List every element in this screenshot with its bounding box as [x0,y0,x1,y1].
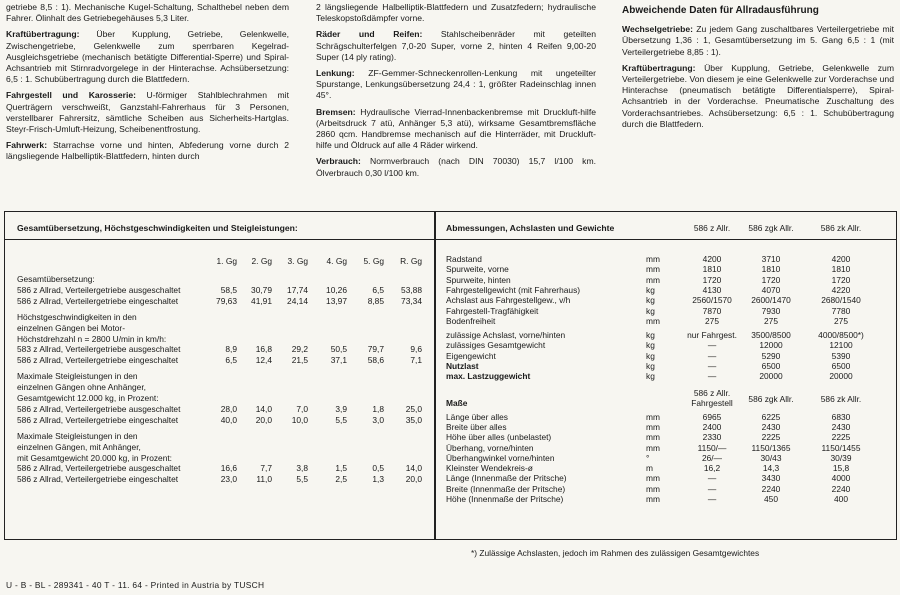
mass-value: 14,3 [762,463,780,474]
table-cell: 6,5 [225,355,237,366]
spec-paragraph-text: Starrachse vorne und hinten, Abfederung vorne durch 2 längsliegende Halbelliptik-Blattfedern, hinten durch [6,140,289,162]
dimension-value: 2680/1540 [821,295,861,306]
dimension-label: Nutzlast [446,361,479,371]
mass-value: 15,8 [832,463,850,474]
table-cell: 3,0 [372,414,384,425]
mass-value: 2225 [761,432,781,443]
spec-paragraph-label: Lenkung: [316,68,355,79]
spec-paragraph [316,107,596,152]
mass-value: 450 [764,494,778,504]
table-row-label: 586 z Allrad, Verteilergetriebe eingeschaltet [17,414,179,425]
table-row-label: 586 z Allrad, Verteilergetriebe eingeschaltet [17,295,179,306]
model-header: 586 zgk Allr. [748,223,794,233]
table-cell: 16,8 [255,344,272,355]
table-cell: 3,9 [335,403,347,414]
dimension-value: 275 [834,315,848,326]
table-cell: 9,6 [410,344,422,355]
mass-label: Länge (Innenmaße der Pritsche) [446,473,567,484]
text-column-1 [6,2,289,168]
table-cell: 1,5 [335,463,347,474]
table-cell: 7,1 [410,355,422,366]
table-cell: 79,7 [367,344,384,355]
dimension-value: 4000/8500*) [818,330,864,341]
mass-value: 1150/1365 [751,442,791,453]
dimension-value: 1720 [702,274,722,285]
dimension-value: 2560/1570 [692,295,732,306]
mass-value: — [707,473,717,484]
mass-label: Länge über alles [446,411,508,422]
table-row-label: 586 z Allrad, Verteilergetriebe ausgeschaltet [17,463,181,474]
spec-paragraph-label: Fahrgestell und Karosserie: [6,90,136,101]
mass-value: 2430 [831,421,851,432]
spec-paragraph-label: Kraftübertragung: [622,62,696,73]
table-cell: 58,5 [220,284,237,295]
mass-value: 26/— [701,452,723,463]
table-cell: 2,5 [335,474,347,485]
table-cell: 5,5 [335,414,347,425]
mass-value: 6830 [831,411,851,422]
mass-value: 6965 [702,411,722,422]
mass-label: Kleinster Wendekreis-ø [446,463,533,474]
dimension-value: 3710 [761,254,781,264]
dimension-value: 12100 [829,340,853,351]
dimension-value: 7930 [761,305,781,316]
dimension-value: 7780 [831,305,851,316]
dimension-label: Fahrgestell-Tragfähigkeit [446,305,539,316]
spec-paragraph-text: Über Kupplung, Getriebe, Gelenkwelle zum Verteilergetriebe. Von diesem je eine Gelenkwelle zur Vorderachse und Hinterachse (pneumatisch betätigte Differentialsperre), Spiral-Achsantrieb in der Vorderachse. Pneumatische Zuschaltung des Vorderachsantriebes. Achsübersetzung: 6,5 : 1. Schubübertragung durch die Blattfedern. [622,62,894,129]
table-row-label: 586 z Allrad, Verteilergetriebe ausgeschaltet [17,403,181,414]
table-cell: 12,4 [255,355,272,366]
table-row-label: Höchstdrehzahl n = 2800 U/min in km/h: [17,333,167,344]
mass-label: Breite über alles [446,421,507,432]
table-cell: 7,0 [296,403,308,414]
spec-paragraph [622,24,894,58]
model-header: 586 zk Allr. [820,223,862,233]
dimension-value: 6500 [831,361,851,371]
dimension-value: 275 [764,315,778,326]
table-cell: 20,0 [405,474,422,485]
spec-table-box [4,211,897,540]
table-row-label: einzelnen Gängen, mit Anhänger, [17,441,141,452]
table-cell: 73,34 [401,295,422,306]
table-cell: 35,0 [405,414,422,425]
dimension-label: Achslast aus Fahrgestellgew., v/h [446,295,571,306]
table-cell: 5,5 [296,474,308,485]
spec-paragraph-text: U-förmiger Stahlblechrahmen mit Querträgern verschweißt, Ganzstahl-Fahrerhaus für 3 Personen, verstellbarer Fahrersitz, sämtliche Scheiben aus Sicherheits-Hartglas. Steyr-Frisch-Umluft-Heizung, Scheibenentfrostung. [6,90,289,135]
spec-paragraph [316,29,596,63]
table-cell: 17,74 [287,284,308,295]
spec-paragraph [622,63,894,130]
table-cell: 25,0 [405,403,422,414]
mass-value: 2225 [831,432,851,443]
table-row-label: einzelnen Gängen bei Motor- [17,322,126,333]
gear-header: 3. Gg [287,256,308,266]
table-row-label: mit Gesamtgewicht 20.000 kg, in Prozent: [17,452,173,463]
mass-value: 30/43 [760,452,782,463]
table-cell: 79,63 [216,295,237,306]
table-cell: 50,5 [330,344,347,355]
table-cell: 11,0 [256,474,272,485]
dimension-unit: kg [646,295,655,306]
table-header-divider [5,239,896,240]
table-cell: 7,7 [260,463,272,474]
table-cell: 0,5 [372,463,384,474]
dimension-value: 5290 [761,350,781,361]
table-row-label: 586 z Allrad, Verteilergetriebe eingeschaltet [17,355,179,366]
mass-label: Höhe über alles (unbelastet) [446,432,552,443]
dimension-unit: kg [646,305,655,316]
text-column-3 [622,2,894,135]
spec-paragraph-label: Fahrwerk: [6,140,48,151]
mass-value: 16,2 [703,463,721,474]
mass-value: 400 [834,494,848,504]
dimension-value: 1810 [761,264,781,275]
mass-value: 30/39 [830,452,852,463]
dimension-label: Spurweite, hinten [446,274,511,285]
text-column-2 [316,2,596,184]
mass-unit: mm [646,494,660,504]
table-cell: 29,2 [291,344,308,355]
dimension-value: 1720 [831,274,851,285]
spec-paragraph-text: ZF-Gemmer-Schneckenrollen-Lenkung mit ungeteilter Spurstange, Lenkungsübersetzung 24,4 : 1, größter Radeinschlag innen 45°. [316,68,596,101]
dimension-unit: mm [646,274,660,285]
gear-header: 1. Gg [216,256,237,266]
mass-model-header: 586 zk Allr. [820,393,862,404]
spec-paragraph-text: Hydraulische Vierrad-Innenbackenbremse mit Druckluft-hilfe (Arbeitsdruck 7 atü, Anhänger 5,3 atü), wirksame Gesamtbremsfläche 2860 qcm. Handbremse mechanisch auf die Hinterräder, mit Druckluft-hilfe und Öldruck auf alle 4 Räder wirkend. [316,106,596,151]
gear-header: 2. Gg [251,256,272,266]
dimension-unit: kg [646,361,655,371]
dimension-unit: mm [646,315,660,326]
dimension-value: 1720 [761,274,781,285]
dimension-unit: kg [646,371,655,382]
dimension-value: 275 [705,315,719,326]
dimension-value: — [707,340,717,351]
dimension-label: Eigengewicht [446,350,496,361]
table-row-label: Gesamtgewicht 12.000 kg, in Prozent: [17,393,159,403]
dimension-unit: mm [646,264,660,275]
dimension-unit: kg [646,340,655,351]
dimension-value: 6500 [761,361,781,371]
spec-paragraph [6,90,289,135]
spec-paragraph-text: Zu jedem Gang zuschaltbares Verteilergetriebe mit Übersetzung 1,36 : 1, Gesamtübersetzung im 5. Gang 6,5 : 1 (mit Verteilergetriebe 8,85 : 1). [622,24,894,57]
model-header: 586 z Allr. [693,223,731,233]
spec-paragraph [6,2,289,24]
table-vertical-divider [434,212,436,539]
table-cell: 21,5 [291,355,308,366]
table-cell: 1,8 [372,403,384,414]
mass-section-title: Maße [446,397,468,408]
mass-value: 1150/— [697,442,727,453]
mass-value: 2400 [702,421,722,432]
spec-paragraph-text: 2 längsliegende Halbelliptik-Blattfedern und Zusatzfedern; hydraulische Teleskopstoßdämpfer vorne. [316,2,596,24]
dimension-value: 3500/8500 [751,330,791,341]
dimension-value: — [707,371,717,382]
gear-header: R. Gg [400,256,422,266]
dimension-label: Fahrgestellgewicht (mit Fahrerhaus) [446,284,581,295]
mass-model-header: 586 zgk Allr. [748,393,794,404]
dimension-unit: mm [646,254,660,264]
table-cell: 14,0 [255,403,272,414]
table-row-label: Gesamtübersetzung: [17,274,95,284]
mass-value: 2430 [761,421,781,432]
right-table-title: Abmessungen, Achslasten und Gewichte [446,223,615,233]
dimension-value: — [707,350,717,361]
dimension-value: 4200 [702,254,722,264]
table-row-label: Maximale Steigleistungen in den [17,371,138,382]
dimension-value: 4220 [831,284,851,295]
gear-header: 5. Gg [363,256,384,266]
spec-paragraph-text: Normverbrauch (nach DIN 70030) 15,7 l/100 km. Ölverbrauch 0,30 l/100 km. [316,156,596,178]
dimension-value: — [707,361,717,371]
spec-paragraph-text: getriebe 8,5 : 1). Mechanische Kugel-Schaltung, Schalthebel neben dem Fahrer. Ölinhalt des Getriebegehäuses 5,3 Liter. [6,2,289,24]
table-row-label: 586 z Allrad, Verteilergetriebe ausgeschaltet [17,284,181,295]
spec-paragraph [6,29,289,85]
table-row-label: Maximale Steigleistungen in den [17,430,138,441]
mass-label: Überhangwinkel vorne/hinten [446,452,555,463]
mass-unit: mm [646,483,660,494]
dimension-value: 4070 [761,284,781,295]
table-cell: 10,26 [326,284,347,295]
table-cell: 20,0 [255,414,272,425]
gear-header: 4. Gg [326,256,347,266]
table-cell: 14,0 [405,463,422,474]
table-cell: 23,0 [220,474,237,485]
spec-paragraph [316,156,596,178]
dimension-label: Radstand [446,254,482,264]
mass-value: 4000 [831,473,851,484]
footnote: *) Zulässige Achslasten, jedoch im Rahmen des zulässigen Gesamtgewichtes [471,548,760,558]
table-row-label: 586 z Allrad, Verteilergetriebe eingeschaltet [17,474,179,485]
mass-label: Überhang, vorne/hinten [446,442,534,453]
dimension-label: max. Lastzuggewicht [446,371,531,382]
dimension-unit: kg [646,284,655,295]
table-cell: 3,8 [296,463,308,474]
table-cell: 16,6 [220,463,237,474]
mass-unit: mm [646,442,660,453]
spec-paragraph-label: Verbrauch: [316,156,361,167]
table-cell: 41,91 [251,295,272,306]
mass-unit: mm [646,432,660,443]
mass-model-header: 586 z Allr. [693,387,731,398]
spec-paragraph-text: Über Kupplung, Getriebe, Gelenkwelle, Zwischengetriebe, Gelenkwelle zum sperrbaren Kegelrad-Ausgleichsgetriebe (mechanisch betätigte Differential-Sperre) und Spiral-Achsantrieb mit Stirnradvorgelege in der Hinterachse. Achsübersetzung: 6,5 : 1. Schubübertragung durch die Blattfedern. [6,29,289,85]
table-cell: 8,85 [367,295,384,306]
dimension-label: Bodenfreiheit [446,315,496,326]
spec-paragraph [316,2,596,24]
mass-value: 2240 [761,483,781,494]
mass-value: — [707,483,717,494]
dimension-unit: kg [646,330,655,341]
table-cell: 1,3 [372,474,384,485]
mass-label: Breite (Innenmaße der Pritsche) [446,483,566,494]
table-cell: 6,5 [372,284,384,295]
dimension-label: zulässiges Gesamtgewicht [446,340,546,351]
mass-value: 2240 [831,483,851,494]
dimension-value: nur Fahrgest. [687,330,737,341]
table-cell: 40,0 [220,414,237,425]
table-cell: 58,6 [367,355,384,366]
mass-value: 3430 [761,473,781,484]
table-cell: 53,88 [401,284,422,295]
dimension-value: 20000 [829,371,853,382]
dimension-value: 5390 [831,350,851,361]
mass-value: 6225 [761,411,781,422]
mass-unit: mm [646,473,660,484]
mass-value: 2330 [702,432,722,443]
mass-value: — [707,494,717,504]
table-cell: 28,0 [220,403,237,414]
spec-paragraph-label: Wechselgetriebe: [622,24,694,35]
table-cell: 8,9 [225,344,237,355]
mass-label: Höhe (Innenmaße der Pritsche) [446,494,564,504]
dimension-value: 1810 [702,264,722,275]
spec-paragraph [6,140,289,162]
dimension-value: 12000 [759,340,783,351]
spec-paragraph-label: Kraftübertragung: [6,29,80,40]
allrad-section-title: Abweichende Daten für Allradausführung [622,5,819,16]
left-table-title: Gesamtübersetzung, Höchstgeschwindigkeiten und Steigleistungen: [17,223,298,233]
dimension-value: 7870 [702,305,722,316]
dimension-label: Spurweite, vorne [446,264,509,275]
table-cell: 10,0 [291,414,308,425]
spec-paragraph [316,68,596,102]
mass-unit: mm [646,421,660,432]
spec-paragraph-label: Bremsen: [316,106,356,117]
table-cell: 37,1 [330,355,347,366]
dimension-unit: kg [646,350,655,361]
table-cell: 24,14 [287,295,308,306]
table-row-label: einzelnen Gängen ohne Anhänger, [17,382,146,393]
dimension-label: zulässige Achslast, vorne/hinten [446,330,566,341]
spec-paragraph-label: Räder und Reifen: [316,29,423,40]
table-cell: 30,79 [251,284,272,295]
mass-value: 1150/1455 [821,442,861,453]
mass-unit: mm [646,411,660,422]
table-row-label: 583 z Allrad, Verteilergetriebe ausgeschaltet [17,344,181,355]
mass-unit: ° [646,452,650,463]
spec-paragraph-text: Stahlscheibenräder mit geteilten Schrägschulterfelgen 7,0-20 Super, vorne 2, hinten 4 Reifen 9,00-20 Super (14 ply rating). [316,29,596,62]
table-row-label: Höchstgeschwindigkeiten in den [17,311,137,322]
dimension-value: 4130 [702,284,722,295]
dimension-value: 1810 [831,264,851,275]
table-cell: 13,97 [326,295,347,306]
dimension-value: 20000 [759,371,783,382]
dimension-value: 4200 [831,254,851,264]
mass-unit: m [646,463,653,474]
mass-model-header: Fahrgestell [691,397,733,408]
print-imprint: U - B - BL - 289341 - 40 T - 11. 64 - Printed in Austria by TUSCH [6,580,265,590]
dimension-value: 2600/1470 [751,295,791,306]
